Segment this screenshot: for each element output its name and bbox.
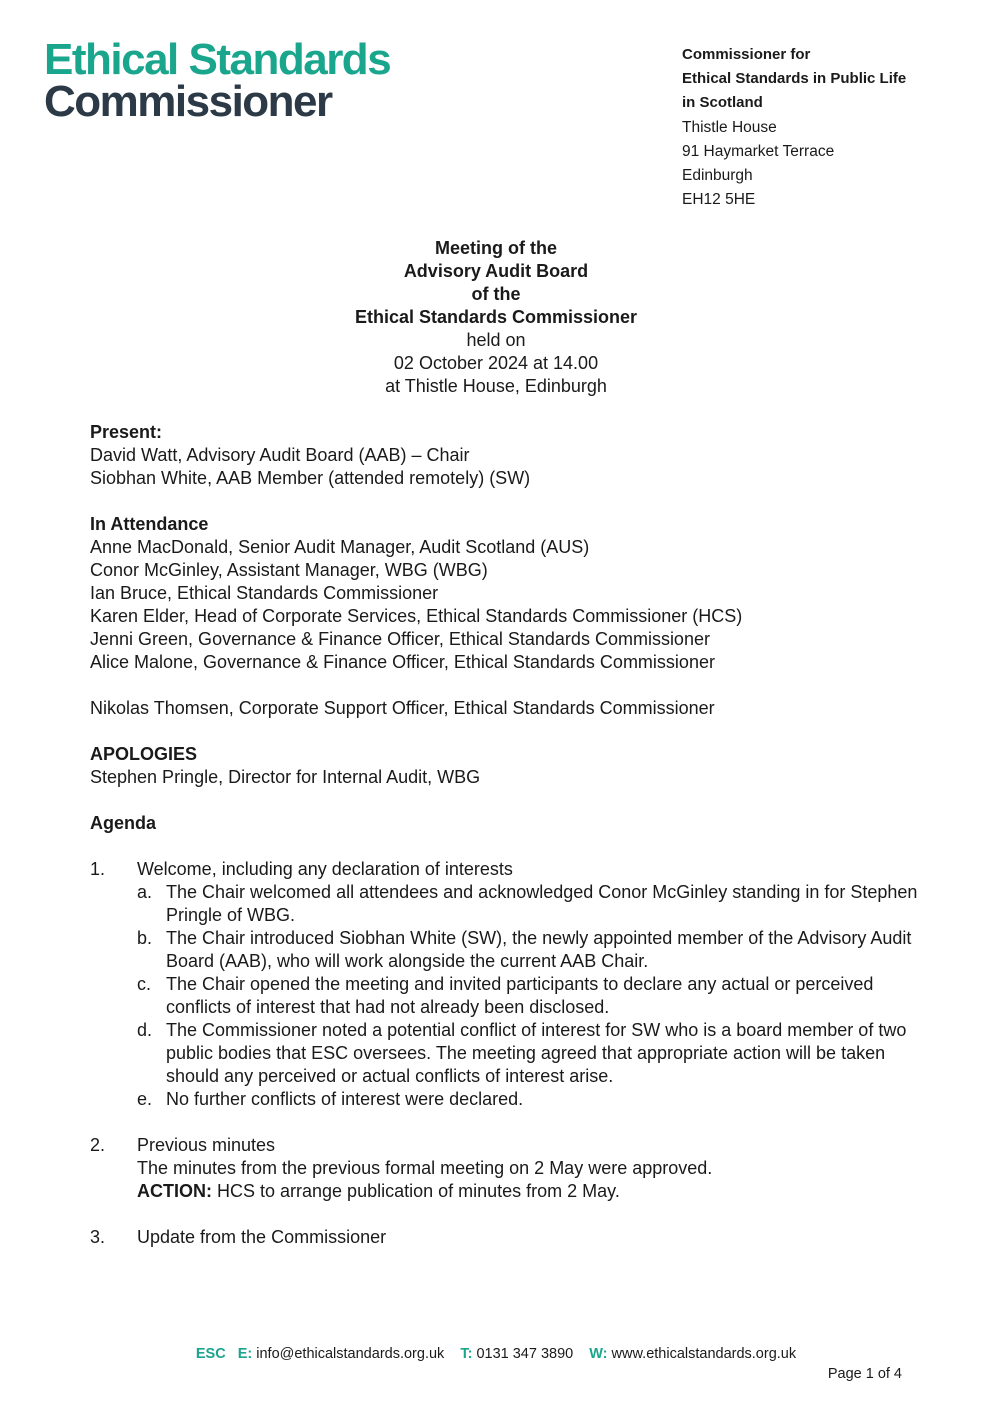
apologies-title: APOLOGIES: [90, 744, 198, 764]
footer-email[interactable]: info@ethicalstandards.org.uk: [256, 1346, 445, 1362]
action-text: HCS to arrange publication of minutes from 2 May.: [212, 1181, 620, 1201]
address-line: 91 Haymarket Terrace: [682, 142, 835, 160]
heading-line: Advisory Audit Board: [403, 261, 589, 281]
address-line: Ethical Standards in Public Life: [682, 70, 907, 88]
logo-line-1: Ethical Standards: [44, 35, 391, 84]
agenda-item: [90, 1226, 920, 1249]
heading-line: at Thistle House, Edinburgh: [385, 376, 607, 396]
tel-label: T:: [460, 1346, 473, 1362]
email-label: E:: [237, 1346, 253, 1362]
logo-line-2: Commissioner: [44, 77, 332, 126]
present-line: David Watt, Advisory Audit Board (AAB) – Chair: [90, 445, 470, 465]
heading-line: held on: [466, 330, 526, 350]
attendance-title: In Attendance: [90, 514, 209, 534]
agenda-subitem: [137, 881, 920, 927]
action-line: [137, 1180, 920, 1203]
attendance-line: Jenni Green, Governance & Finance Officer, Ethical Standards Commissioner: [90, 629, 710, 649]
heading-line: 02 October 2024 at 14.00: [393, 353, 599, 373]
subitem-letter: c.: [137, 974, 152, 994]
footer-tel[interactable]: 0131 347 3890: [476, 1346, 574, 1362]
agenda-subitem: [137, 1019, 920, 1088]
attendance-line: Anne MacDonald, Senior Audit Manager, Audit Scotland (AUS): [90, 537, 590, 557]
address-line: EH12 5HE: [682, 191, 756, 209]
footer-esc: ESC: [195, 1346, 226, 1362]
agenda-subitem: [137, 1088, 920, 1111]
subitem-letter: d.: [137, 1020, 153, 1040]
agenda-list: [90, 858, 920, 1249]
address-line: in Scotland: [682, 94, 763, 112]
agenda-item-number: 3.: [90, 1227, 106, 1247]
attendance-line: Nikolas Thomsen, Corporate Support Officer, Ethical Standards Commissioner: [90, 698, 715, 718]
address-line: Commissioner for: [682, 46, 811, 63]
agenda-item-text: The minutes from the previous formal meeting on 2 May were approved.: [137, 1158, 713, 1178]
subitem-text: No further conflicts of interest were declared.: [166, 1089, 524, 1109]
address-block: [682, 43, 906, 212]
agenda-item-title: Update from the Commissioner: [137, 1227, 387, 1247]
heading-line: of the: [471, 284, 521, 304]
agenda-subitem: [137, 973, 920, 1019]
subitem-text: The Chair opened the meeting and invited participants to declare any actual or perceived conflicts of interest that had not already been disclosed.: [166, 974, 874, 1017]
subitem-letter: a.: [137, 882, 153, 902]
agenda-item-title: Welcome, including any declaration of interests: [137, 859, 513, 879]
esc-logo: [44, 35, 391, 126]
footer-website[interactable]: www.ethicalstandards.org.uk: [611, 1346, 797, 1362]
attendance-line: Conor McGinley, Assistant Manager, WBG (WBG): [90, 560, 488, 580]
attendance-line: Karen Elder, Head of Corporate Services, Ethical Standards Commissioner (HCS): [90, 606, 743, 626]
attendance-line: Alice Malone, Governance & Finance Officer, Ethical Standards Commissioner: [90, 652, 715, 672]
meeting-heading: [0, 237, 992, 398]
web-label: W:: [589, 1346, 608, 1362]
agenda-title: Agenda: [90, 813, 157, 833]
agenda-item: [90, 858, 920, 1111]
action-label: ACTION:: [137, 1181, 212, 1201]
attendance-section: [90, 421, 920, 835]
agenda-item-number: 2.: [90, 1135, 106, 1155]
agenda-item-number: 1.: [90, 859, 106, 879]
attendance-line: Ian Bruce, Ethical Standards Commissioner: [90, 583, 439, 603]
heading-line: Meeting of the: [435, 238, 557, 258]
subitem-letter: e.: [137, 1089, 153, 1109]
address-line: Thistle House: [682, 118, 777, 136]
apologies-line: Stephen Pringle, Director for Internal Audit, WBG: [90, 767, 481, 787]
page-footer: [0, 1346, 992, 1362]
agenda-subitem: [137, 927, 920, 973]
subitem-letter: b.: [137, 928, 153, 948]
subitem-text: The Chair welcomed all attendees and acknowledged Conor McGinley standing in for Stephen Pringle of WBG.: [166, 882, 918, 925]
subitem-text: The Chair introduced Siobhan White (SW), the newly appointed member of the Advisory Audit Board (AAB), who will work alongside the current AAB Chair.: [166, 928, 912, 971]
page-number: Page 1 of 4: [827, 1366, 902, 1382]
heading-line: Ethical Standards Commissioner: [354, 307, 638, 327]
agenda-item: [90, 1134, 920, 1203]
agenda-item-title: Previous minutes: [137, 1135, 276, 1155]
address-line: Edinburgh: [682, 167, 753, 185]
present-title: Present:: [90, 422, 163, 442]
subitem-text: The Commissioner noted a potential conflict of interest for SW who is a board member of two public bodies that ESC oversees. The meeting agreed that appropriate action will be taken should any perceived or actual conflicts of interest arise.: [166, 1020, 907, 1086]
present-line: Siobhan White, AAB Member (attended remotely) (SW): [90, 468, 531, 488]
